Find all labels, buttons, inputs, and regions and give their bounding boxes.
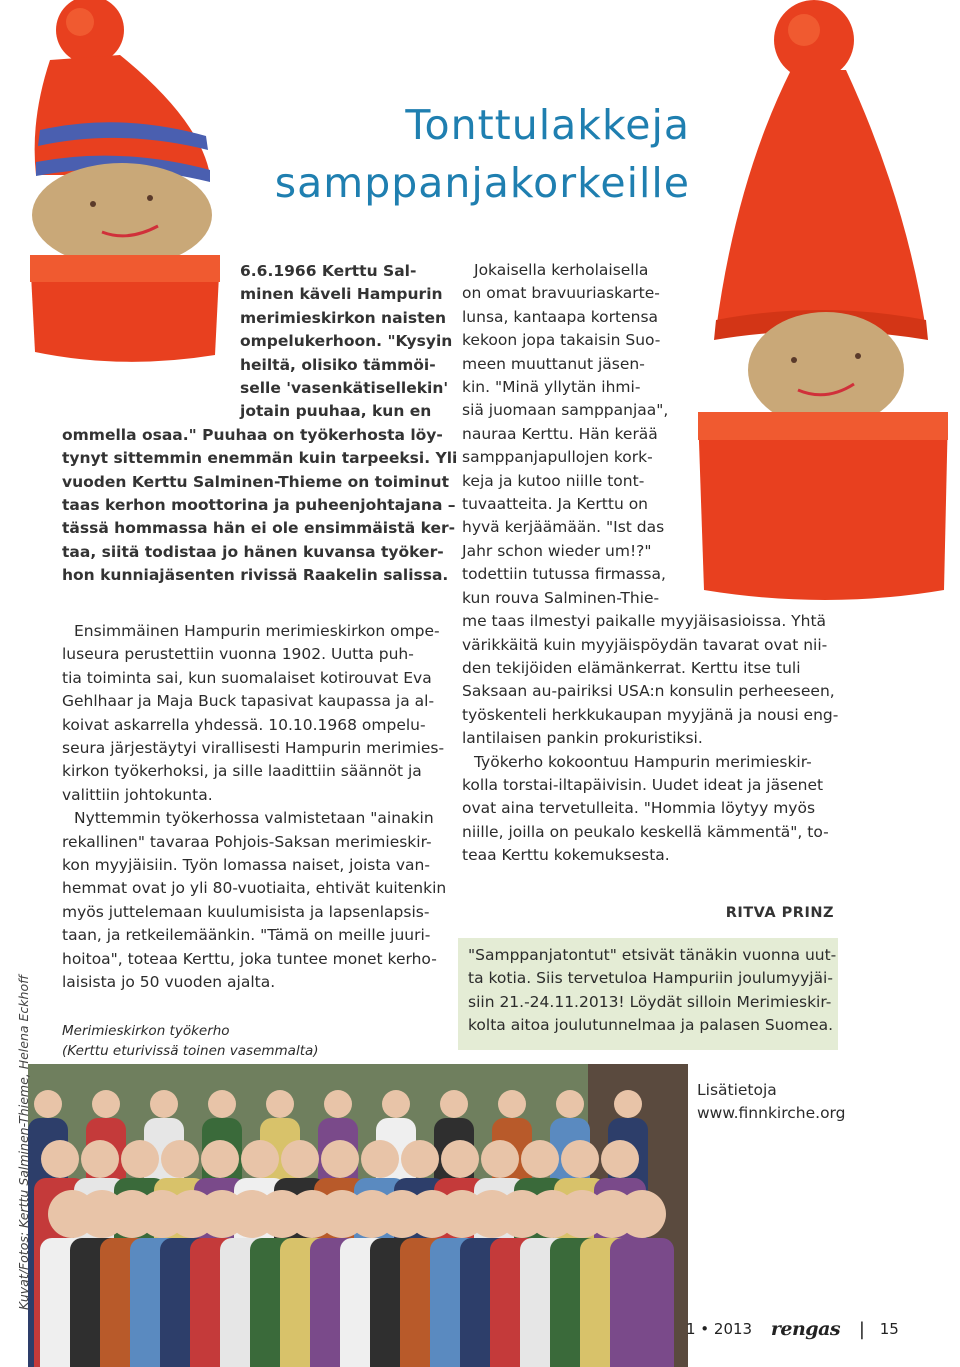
intro-line: heiltä, olisiko tämmöi-	[240, 355, 436, 374]
body-line: taan, ja retkeilemäänkin. "Tämä on meille juuri-	[62, 926, 431, 945]
more-info	[697, 1079, 846, 1125]
body-line: Jokaisella kerholaisella	[474, 261, 649, 279]
intro-paragraph	[62, 260, 458, 588]
body-line: meen muuttanut jäsen-	[462, 354, 645, 373]
body-line: teaa Kerttu kokemuksesta.	[462, 846, 670, 865]
body-line: todettiin tutussa firmassa,	[462, 565, 666, 584]
person-head	[92, 1090, 120, 1118]
body-line: den tekijöiden elämänkerrat. Kerttu itse tuli	[462, 658, 801, 677]
body-line: samppanjapullojen kork-	[462, 448, 653, 467]
body-line: kolla torstai-iltapäivisin. Uudet ideat ja jäsenet	[462, 775, 824, 794]
body-line: kekoon jopa takaisin Suo-	[462, 331, 661, 350]
intro-line: vuoden Kerttu Salminen-Thieme on toiminut	[62, 472, 449, 491]
body-line: laisista jo 50 vuoden ajalta.	[62, 973, 276, 992]
intro-line: ompelukerhoon. "Kysyin	[240, 332, 453, 351]
body-line: tia toiminta sai, kun suomalaiset kotirouvat Eva	[62, 668, 432, 687]
body-line: kirkon työkerhoksi, ja sille laadittiin säännöt ja	[62, 762, 422, 781]
body-line: me taas ilmestyi paikalle myyjäisasioissa. Yhtä	[462, 612, 827, 631]
person-head	[208, 1090, 236, 1118]
box-line: siin 21.-24.11.2013! Löydät silloin Merimieskir-	[468, 992, 832, 1011]
info-box	[458, 938, 838, 1050]
person-head	[281, 1140, 319, 1178]
body-line: työskenteli herkkukaupan myyjänä ja nousi eng-	[462, 705, 839, 724]
page-title	[250, 96, 690, 212]
body-line: lunsa, kantaapa kortensa	[462, 307, 659, 326]
more-info-link[interactable]: www.finnkirche.org	[697, 1104, 846, 1122]
person-head	[556, 1090, 584, 1118]
title-line-2: samppanjakorkeille	[274, 159, 690, 207]
person-head	[161, 1140, 199, 1178]
intro-line: jotain puuhaa, kun en	[240, 402, 432, 421]
box-line: kolta aitoa joulutunnelmaa ja palasen Suomea.	[468, 1016, 834, 1035]
person-head	[321, 1140, 359, 1178]
group-photo	[28, 1064, 688, 1367]
body-line: siä juomaan samppanjaa",	[462, 401, 669, 420]
body-line: keja ja kutoo niille tont-	[462, 471, 645, 490]
intro-line: tässä hommassa hän ei ole ensimmäistä ker-	[62, 519, 456, 538]
body-line: hoitoa", toteaa Kerttu, joka tuntee monet kerho-	[62, 949, 437, 968]
body-line: seura järjestäytyi virallisesti Hampurin merimies-	[62, 739, 445, 758]
intro-line: merimieskirkon naisten	[240, 308, 447, 327]
body-line: niille, joilla on peukalo keskellä kämmentä", to-	[462, 822, 829, 841]
body-line: kon myyjäisiin. Työn lomassa naiset, joista van-	[62, 856, 430, 875]
issue-number: 1 • 2013	[686, 1320, 753, 1338]
intro-line: tynyt sittemmin enemmän kuin tarpeeksi. Yli	[62, 449, 458, 468]
intro-line: ommella osaa." Puuhaa on työkerhosta löy-	[62, 425, 443, 444]
body-line: Ensimmäinen Hampurin merimieskirkon ompe-	[74, 622, 440, 640]
body-line: rekallinen" tavaraa Pohjois-Saksan merimieskir-	[62, 832, 432, 851]
intro-line: selle 'vasenkätisellekin'	[240, 379, 449, 398]
body-line: kun rouva Salminen-Thie-	[462, 588, 660, 607]
body-line: Työkerho kokoontuu Hampurin merimieskir-	[474, 752, 812, 771]
intro-line: hon kunniajäsenten rivissä Raakelin salissa.	[62, 566, 449, 585]
person-head	[601, 1140, 639, 1178]
person-head	[481, 1140, 519, 1178]
person-head	[81, 1140, 119, 1178]
page-footer	[686, 1318, 899, 1340]
box-line: "Samppanjatontut" etsivät tänäkin vuonna uut-	[468, 946, 837, 964]
body-line: Nyttemmin työkerhossa valmistetaan "ainakin	[74, 809, 434, 828]
body-line: hyvä kerjäämään. "Ist das	[462, 518, 665, 537]
person-head	[401, 1140, 439, 1178]
person-head	[41, 1140, 79, 1178]
body-paragraph-left	[62, 620, 447, 995]
person-head	[241, 1140, 279, 1178]
person-head	[441, 1140, 479, 1178]
photo-credit: Kuvat/Fotos: Kerttu Salminen-Thieme, Helena Eckhoff	[16, 974, 31, 1310]
caption-line: Merimieskirkon työkerho	[62, 1023, 230, 1039]
person-head	[440, 1090, 468, 1118]
person-head	[324, 1090, 352, 1118]
body-line: valittiin johtokunta.	[62, 785, 213, 804]
body-line: Gehlhaar ja Maja Buck tapasivat kaupassa ja al-	[62, 692, 435, 711]
person-head	[201, 1140, 239, 1178]
intro-line: minen käveli Hampurin	[240, 285, 443, 304]
body-line: tuvaatteita. Ja Kerttu on	[462, 495, 649, 514]
magazine-logo: rengas	[770, 1318, 841, 1340]
person-head	[266, 1090, 294, 1118]
person-head	[382, 1090, 410, 1118]
person-body	[610, 1238, 674, 1367]
person-head	[618, 1190, 666, 1238]
body-line: lantilaisen pankin prokuristiksi.	[462, 729, 703, 748]
body-line: hemmat ovat jo yli 80-vuotiaita, ehtivät kuitenkin	[62, 879, 447, 898]
body-line: Saksaan au-pairiksi USA:n konsulin perheeseen,	[462, 682, 835, 701]
person-head	[498, 1090, 526, 1118]
box-line: ta kotia. Siis tervetuloa Hampuriin joulumyyjäi-	[468, 969, 833, 988]
body-line: ovat aina tervetulleita. "Hommia löytyy myös	[462, 799, 816, 818]
person-head	[121, 1140, 159, 1178]
caption-line: (Kerttu eturivissä toinen vasemmalta)	[62, 1043, 319, 1059]
body-line: värikkäitä kuin myyjäispöydän tavarat ovat nii-	[462, 635, 828, 654]
title-line-1: Tonttulakkeja	[405, 101, 690, 149]
footer-divider: |	[858, 1318, 865, 1340]
body-line: kin. "Minä yllytän ihmi-	[462, 378, 641, 397]
author-name: RITVA PRINZ	[725, 905, 834, 921]
photo-caption	[62, 1021, 442, 1061]
person-head	[150, 1090, 178, 1118]
intro-line: 6.6.1966 Kerttu Sal-	[240, 262, 417, 280]
body-line: nauraa Kerttu. Hän kerää	[462, 424, 658, 443]
page-number: 15	[879, 1320, 899, 1338]
person-head	[34, 1090, 62, 1118]
person-head	[521, 1140, 559, 1178]
person-head	[561, 1140, 599, 1178]
person-head	[614, 1090, 642, 1118]
intro-line: taas kerhon moottorina ja puheenjohtajana –	[62, 496, 456, 515]
more-info-label: Lisätietoja	[697, 1081, 777, 1099]
body-line: myös juttelemaan kuulumisista ja lapsenlapsis-	[62, 902, 430, 921]
body-line: Jahr schon wieder um!?"	[462, 541, 652, 560]
body-line: koivat askarrella yhdessä. 10.10.1968 ompelu-	[62, 715, 426, 734]
person-head	[361, 1140, 399, 1178]
body-paragraph-right	[462, 259, 842, 868]
intro-line: taa, siitä todistaa jo hänen kuvansa työker-	[62, 542, 444, 561]
body-line: luseura perustettiin vuonna 1902. Uutta puh-	[62, 645, 414, 664]
body-line: on omat bravuuriaskarte-	[462, 284, 660, 303]
